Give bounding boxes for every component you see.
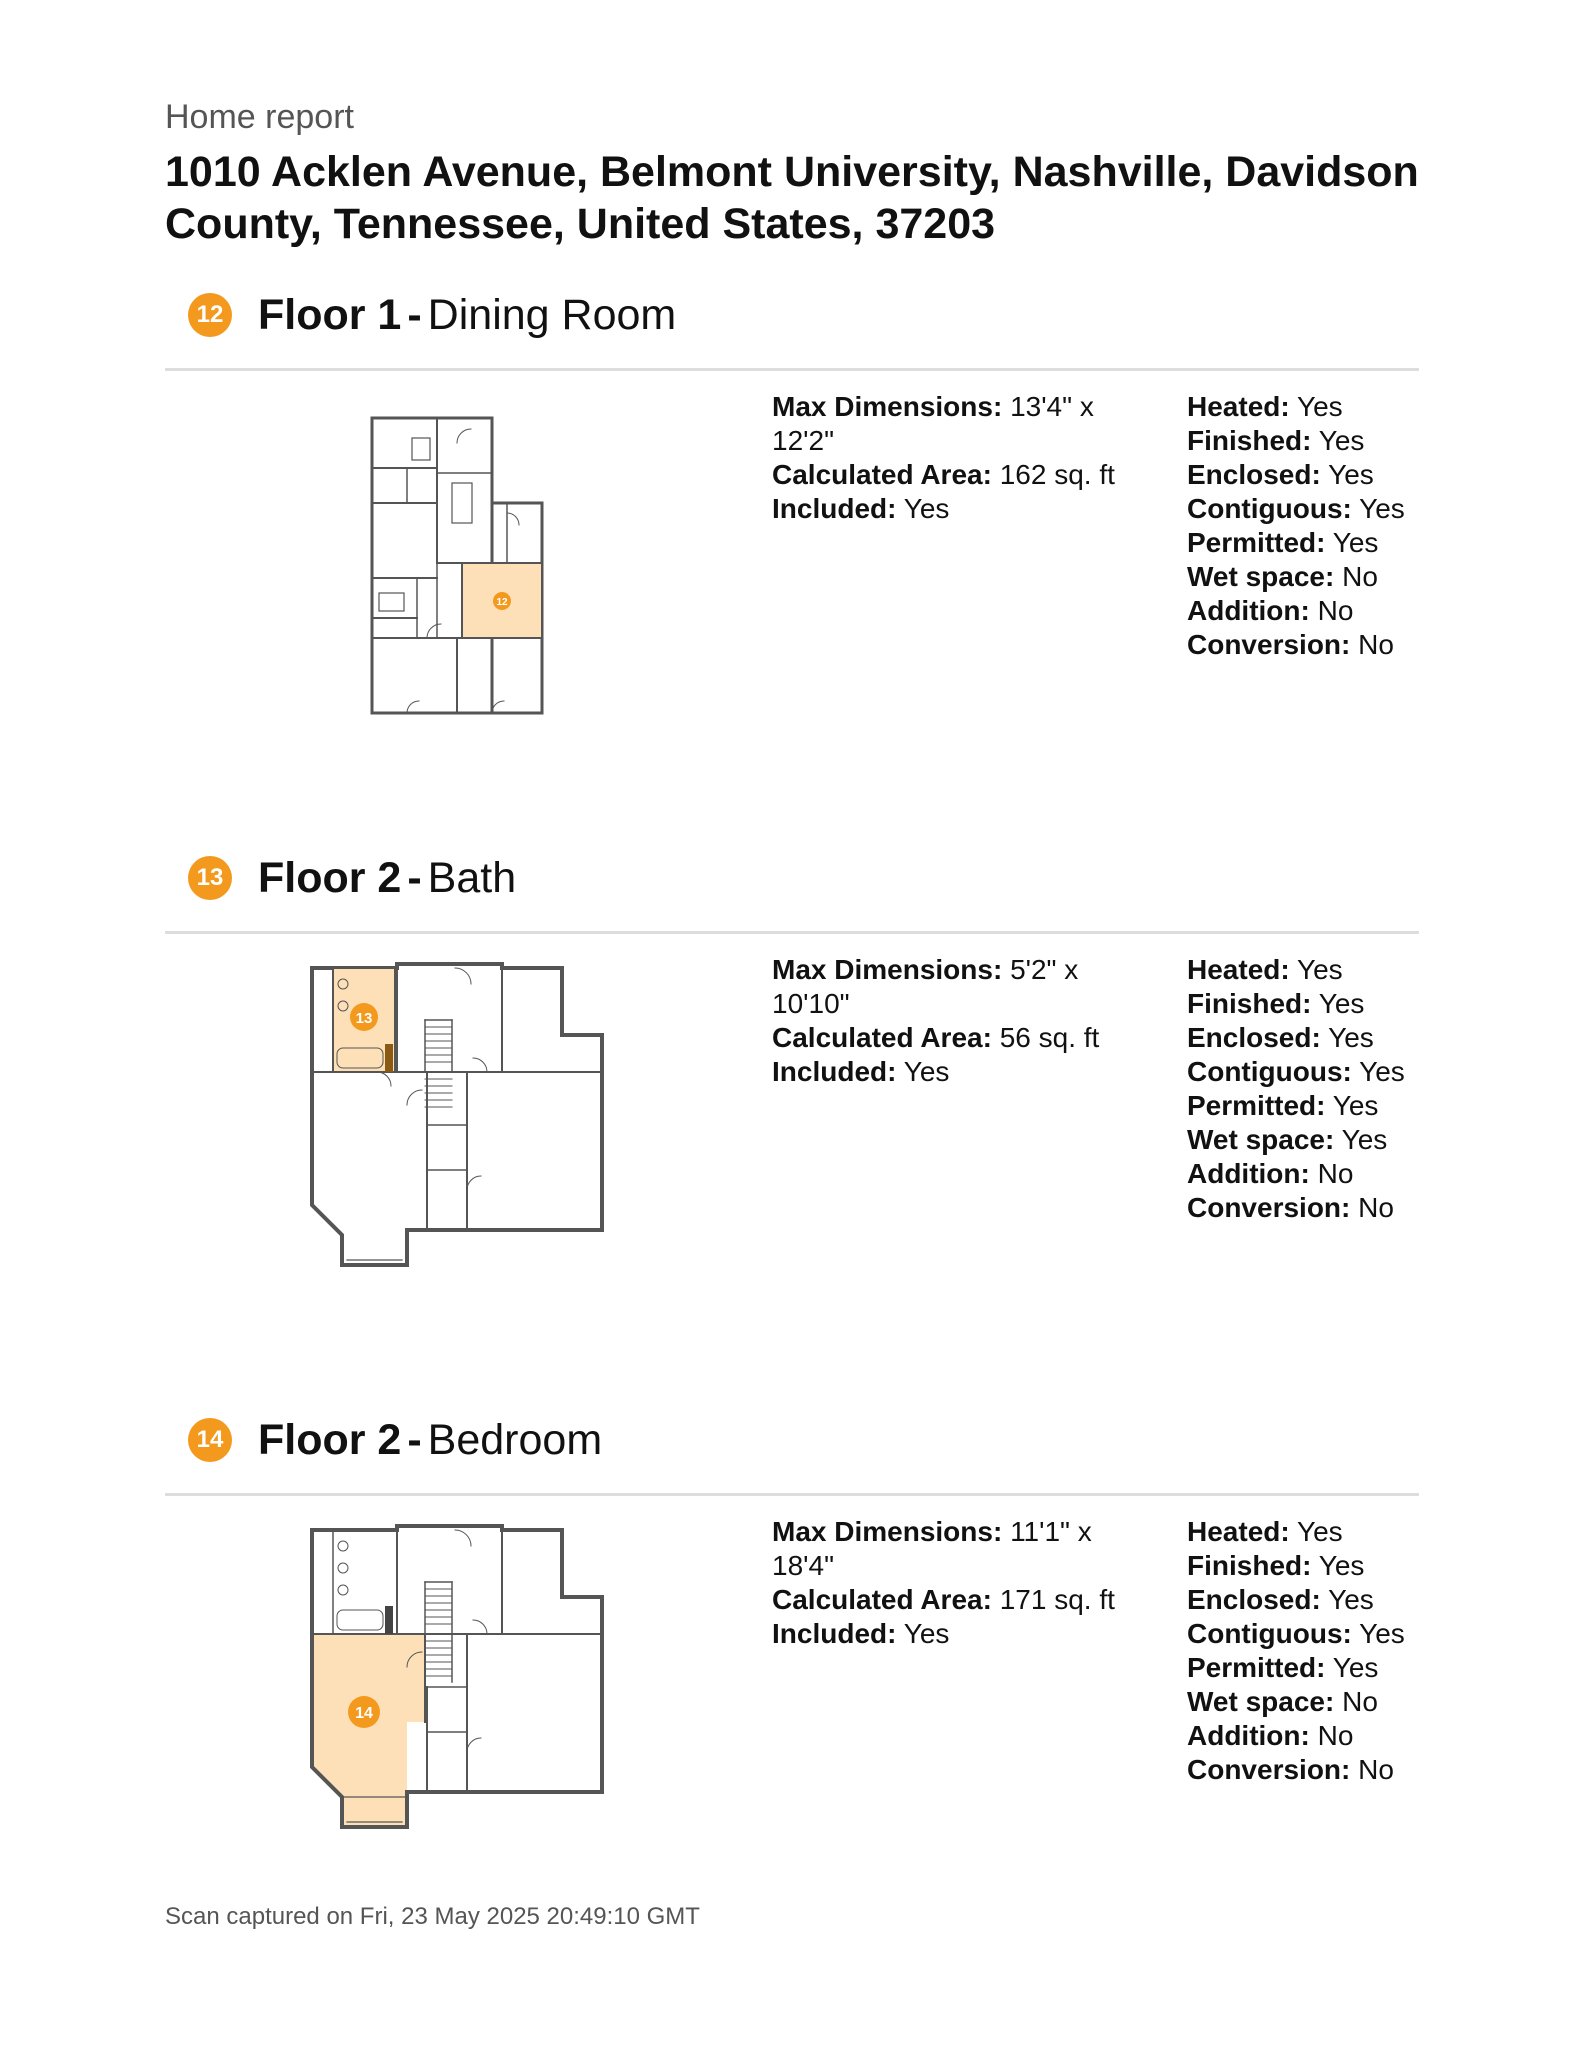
attribute-row xyxy=(1187,1617,1417,1651)
attribute-value: Yes xyxy=(1318,1550,1365,1581)
attribute-label: Permitted: xyxy=(1187,527,1326,558)
max-dimensions-value: 11'1" x 18'4" xyxy=(772,1516,1092,1581)
floor-plan-floor-2-bath xyxy=(307,960,607,1280)
attribute-row xyxy=(1187,1549,1417,1583)
attribute-value: No xyxy=(1358,629,1394,660)
attribute-value: Yes xyxy=(1328,459,1374,490)
room-title xyxy=(258,850,516,906)
attribute-value: Yes xyxy=(1296,1516,1343,1547)
floor-plan-drawing xyxy=(307,960,607,1280)
attribute-row xyxy=(1187,953,1417,987)
calculated-area-row xyxy=(772,1021,1152,1055)
attribute-label: Conversion: xyxy=(1187,1754,1351,1785)
attribute-label: Contiguous: xyxy=(1187,493,1352,524)
included-label: Included: xyxy=(772,1056,897,1087)
plan-marker-label: 13 xyxy=(355,1010,373,1027)
room-section-12 xyxy=(0,285,1583,845)
attribute-row xyxy=(1187,458,1417,492)
attribute-value: No xyxy=(1342,1686,1378,1717)
attribute-value: Yes xyxy=(1359,1056,1405,1087)
attribute-row xyxy=(1187,987,1417,1021)
attribute-value: Yes xyxy=(1359,493,1405,524)
attribute-row xyxy=(1187,1719,1417,1753)
attribute-label: Wet space: xyxy=(1187,1686,1335,1717)
room-dimensions xyxy=(772,390,1152,526)
attribute-row xyxy=(1187,390,1417,424)
floor-plan-drawing xyxy=(307,1522,607,1842)
attribute-label: Finished: xyxy=(1187,988,1312,1019)
floor-plan-drawing xyxy=(367,413,547,718)
floor-plan-floor-2-bedroom xyxy=(307,1522,607,1842)
max-dimensions-row xyxy=(772,1515,1152,1583)
included-row xyxy=(772,492,1152,526)
room-number-badge: 12 xyxy=(188,293,232,337)
attribute-label: Conversion: xyxy=(1187,1192,1351,1223)
max-dimensions-label: Max Dimensions: xyxy=(772,391,1003,422)
title-separator: - xyxy=(407,291,422,339)
attribute-value: No xyxy=(1358,1754,1394,1785)
attribute-label: Addition: xyxy=(1187,595,1310,626)
plan-marker-label: 14 xyxy=(355,1705,373,1722)
attribute-value: No xyxy=(1358,1192,1394,1223)
included-value: Yes xyxy=(903,1056,950,1087)
attribute-label: Contiguous: xyxy=(1187,1618,1352,1649)
room-section-13 xyxy=(0,848,1583,1408)
included-value: Yes xyxy=(903,493,950,524)
max-dimensions-row xyxy=(772,953,1152,1021)
attribute-value: No xyxy=(1342,561,1378,592)
attribute-label: Conversion: xyxy=(1187,629,1351,660)
included-label: Included: xyxy=(772,493,897,524)
attribute-label: Permitted: xyxy=(1187,1652,1326,1683)
title-separator: - xyxy=(407,1416,422,1464)
attribute-row xyxy=(1187,1123,1417,1157)
attribute-label: Enclosed: xyxy=(1187,1584,1321,1615)
calculated-area-row xyxy=(772,1583,1152,1617)
attribute-label: Heated: xyxy=(1187,391,1290,422)
attribute-row xyxy=(1187,492,1417,526)
room-dimensions xyxy=(772,1515,1152,1651)
calculated-area-label: Calculated Area: xyxy=(772,1584,992,1615)
attribute-value: Yes xyxy=(1296,391,1343,422)
max-dimensions-label: Max Dimensions: xyxy=(772,1516,1003,1547)
attribute-value: No xyxy=(1317,1720,1354,1751)
included-row xyxy=(772,1055,1152,1089)
section-divider xyxy=(165,368,1419,371)
floor-label: Floor 1 xyxy=(258,291,402,339)
room-name: Bath xyxy=(427,854,517,902)
floor-label: Floor 2 xyxy=(258,854,402,902)
attribute-value: Yes xyxy=(1318,425,1365,456)
attribute-value: No xyxy=(1317,1158,1354,1189)
room-section-14 xyxy=(0,1410,1583,1970)
attribute-row xyxy=(1187,1055,1417,1089)
floor-label: Floor 2 xyxy=(258,1416,402,1464)
room-name: Dining Room xyxy=(427,291,677,339)
room-attributes xyxy=(1187,390,1417,662)
room-number-badge: 13 xyxy=(188,856,232,900)
attribute-row xyxy=(1187,1651,1417,1685)
attribute-value: Yes xyxy=(1332,1090,1379,1121)
attribute-row xyxy=(1187,628,1417,662)
attribute-value: Yes xyxy=(1318,988,1365,1019)
room-attributes xyxy=(1187,953,1417,1225)
included-label: Included: xyxy=(772,1618,897,1649)
attribute-value: Yes xyxy=(1341,1124,1388,1155)
attribute-value: Yes xyxy=(1328,1584,1374,1615)
attribute-label: Heated: xyxy=(1187,1516,1290,1547)
attribute-label: Wet space: xyxy=(1187,561,1335,592)
attribute-row xyxy=(1187,1021,1417,1055)
attribute-row xyxy=(1187,1089,1417,1123)
attribute-value: Yes xyxy=(1296,954,1343,985)
attribute-value: Yes xyxy=(1332,527,1379,558)
attribute-value: No xyxy=(1317,595,1354,626)
section-divider xyxy=(165,1493,1419,1496)
attribute-label: Addition: xyxy=(1187,1158,1310,1189)
calculated-area-value: 56 sq. ft xyxy=(999,1022,1100,1053)
room-title xyxy=(258,287,676,343)
attribute-row xyxy=(1187,526,1417,560)
attribute-label: Permitted: xyxy=(1187,1090,1326,1121)
room-attributes xyxy=(1187,1515,1417,1787)
calculated-area-value: 171 sq. ft xyxy=(999,1584,1115,1615)
title-separator: - xyxy=(407,854,422,902)
attribute-value: Yes xyxy=(1328,1022,1374,1053)
floor-plan-floor-1 xyxy=(367,413,547,718)
max-dimensions-value: 5'2" x 10'10" xyxy=(772,954,1079,1019)
attribute-row xyxy=(1187,1583,1417,1617)
attribute-row xyxy=(1187,424,1417,458)
attribute-row xyxy=(1187,560,1417,594)
attribute-label: Finished: xyxy=(1187,425,1312,456)
property-address: 1010 Acklen Avenue, Belmont University, Nashville, Davidson County, Tennessee, United States, 37203 xyxy=(165,148,1419,248)
attribute-label: Enclosed: xyxy=(1187,1022,1321,1053)
room-name: Bedroom xyxy=(427,1416,603,1464)
attribute-row xyxy=(1187,1515,1417,1549)
bath-door-mark xyxy=(385,1606,393,1634)
max-dimensions-row xyxy=(772,390,1152,458)
included-row xyxy=(772,1617,1152,1651)
attribute-label: Enclosed: xyxy=(1187,459,1321,490)
max-dimensions-value: 13'4" x 12'2" xyxy=(772,391,1094,456)
attribute-row xyxy=(1187,1191,1417,1225)
calculated-area-value: 162 sq. ft xyxy=(999,459,1115,490)
attribute-value: Yes xyxy=(1332,1652,1379,1683)
included-value: Yes xyxy=(903,1618,950,1649)
calculated-area-label: Calculated Area: xyxy=(772,459,992,490)
attribute-row xyxy=(1187,1157,1417,1191)
attribute-label: Heated: xyxy=(1187,954,1290,985)
max-dimensions-label: Max Dimensions: xyxy=(772,954,1003,985)
attribute-row xyxy=(1187,594,1417,628)
attribute-label: Finished: xyxy=(1187,1550,1312,1581)
plan-marker-label: 12 xyxy=(496,597,508,608)
room-dimensions xyxy=(772,953,1152,1089)
report-label: Home report xyxy=(165,98,354,136)
calculated-area-label: Calculated Area: xyxy=(772,1022,992,1053)
calculated-area-row xyxy=(772,458,1152,492)
section-divider xyxy=(165,931,1419,934)
attribute-row xyxy=(1187,1753,1417,1787)
room-title xyxy=(258,1412,602,1468)
room-number-badge: 14 xyxy=(188,1418,232,1462)
attribute-row xyxy=(1187,1685,1417,1719)
scan-timestamp: Scan captured on Fri, 23 May 2025 20:49:10 GMT xyxy=(165,1903,700,1930)
attribute-label: Contiguous: xyxy=(1187,1056,1352,1087)
attribute-label: Addition: xyxy=(1187,1720,1310,1751)
attribute-label: Wet space: xyxy=(1187,1124,1335,1155)
bath-door-mark xyxy=(385,1044,393,1072)
attribute-value: Yes xyxy=(1359,1618,1405,1649)
